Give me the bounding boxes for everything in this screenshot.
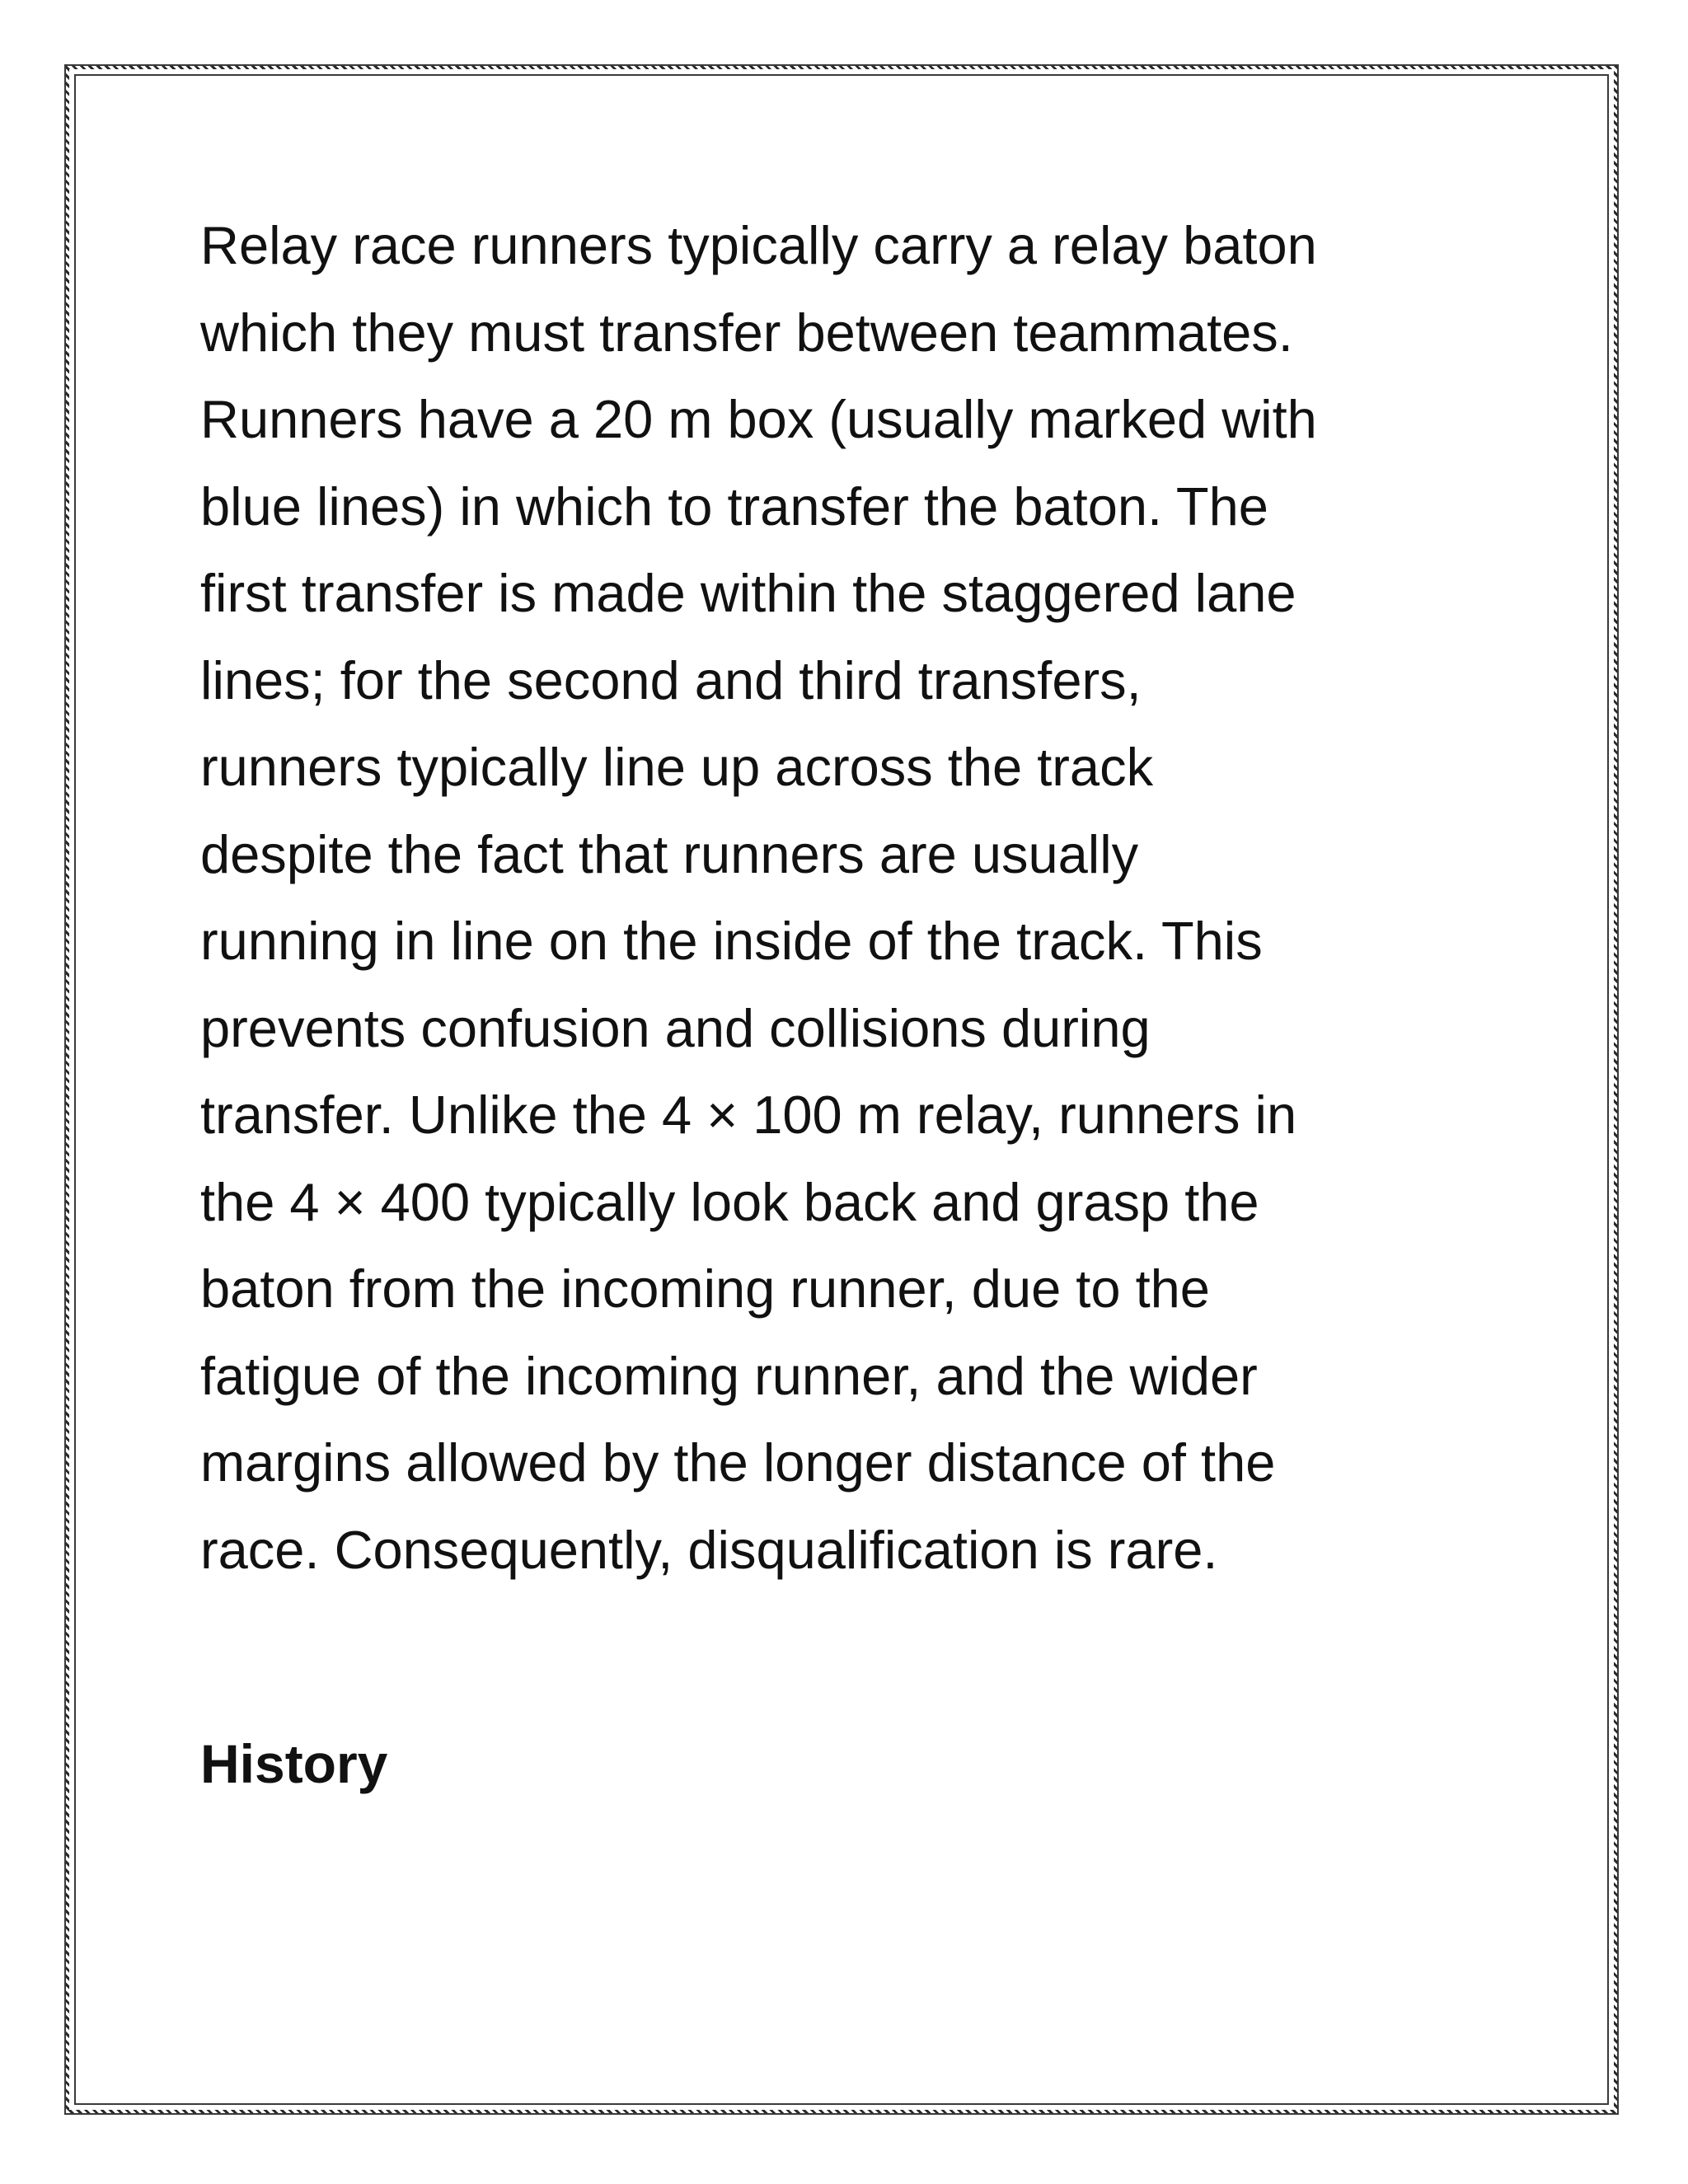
paragraph-line: race. Consequently, disqualification is rare.: [200, 1519, 1218, 1580]
paragraph-line: running in line on the inside of the track. This: [200, 911, 1263, 971]
paragraph-line: first transfer is made within the staggered lane: [200, 563, 1296, 623]
section-heading: History: [200, 1733, 388, 1794]
paragraph-line: Relay race runners typically carry a relay baton: [200, 215, 1317, 275]
paragraph-line: baton from the incoming runner, due to the: [200, 1258, 1210, 1319]
paragraph-line: prevents confusion and collisions during: [200, 997, 1151, 1058]
paragraph-line: runners typically line up across the track: [200, 737, 1154, 797]
paragraph: [200, 202, 1503, 1593]
paragraph-line: blue lines) in which to transfer the baton. The: [200, 476, 1268, 537]
paragraph-line: Runners have a 20 m box (usually marked with: [200, 389, 1317, 449]
body-text: [200, 202, 1503, 1593]
paragraph-line: the 4 × 400 typically look back and grasp the: [200, 1171, 1259, 1232]
paragraph-line: lines; for the second and third transfers,: [200, 649, 1142, 710]
paragraph-line: which they must transfer between teammates.: [200, 302, 1293, 363]
paragraph-line: despite the fact that runners are usually: [200, 823, 1139, 884]
paragraph-line: transfer. Unlike the 4 × 100 m relay, runners in: [200, 1085, 1297, 1145]
paragraph-line: fatigue of the incoming runner, and the wider: [200, 1345, 1258, 1406]
paragraph-line: margins allowed by the longer distance of the: [200, 1432, 1276, 1493]
